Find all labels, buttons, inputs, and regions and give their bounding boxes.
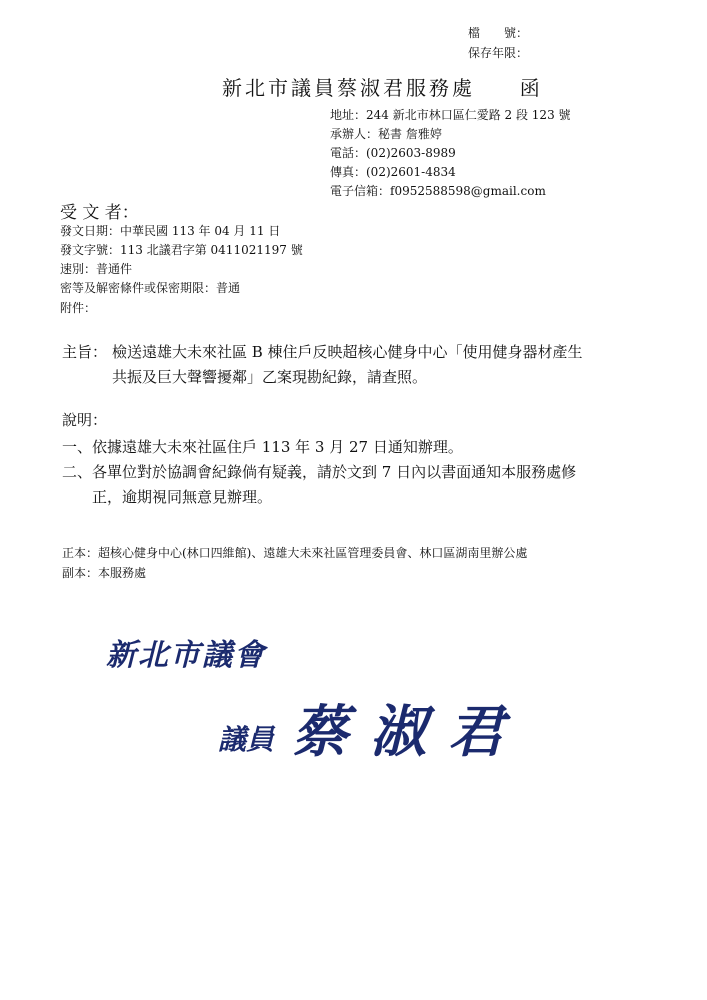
contact-block bbox=[330, 106, 571, 201]
issuing-office: 新北市議員蔡淑君服務處 bbox=[222, 76, 475, 100]
retention-period-label: 保存年限： bbox=[468, 46, 529, 60]
file-number-label: 檔 號： bbox=[468, 26, 529, 40]
email: 電子信箱：f0952588598@gmail.com bbox=[330, 184, 546, 198]
handler: 承辦人：秘書 詹雅婷 bbox=[330, 127, 442, 141]
recipient-label: 受 文 者： bbox=[60, 203, 139, 223]
explanation-item-2-line-2: 正，逾期視同無意見辦理。 bbox=[92, 488, 273, 506]
seal-council-name: 新北市議會 bbox=[106, 638, 266, 673]
subject-label: 主旨： bbox=[62, 343, 108, 361]
subject-line-2: 共振及巨大聲響擾鄰」乙案現勘紀錄，請查照。 bbox=[112, 368, 428, 386]
address: 地址：244 新北市林口區仁愛路 2 段 123 號 bbox=[330, 108, 571, 122]
issue-number: 發文字號：113 北議君字第 0411021197 號 bbox=[60, 243, 303, 257]
security-level: 密等及解密條件或保密期限：普通 bbox=[60, 281, 241, 295]
fax: 傳真：(02)2601-4834 bbox=[330, 165, 456, 179]
explanation-item-1: 一、依據遠雄大未來社區住戶 113 年 3 月 27 日通知辦理。 bbox=[62, 438, 463, 456]
document-type: 函 bbox=[519, 76, 543, 100]
main-recipients: 正本：超核心健身中心(林口四維館)、遠雄大未來社區管理委員會、林口區湖南里辦公處 bbox=[62, 546, 528, 560]
seal-councilor-name: 蔡淑君 bbox=[292, 700, 526, 765]
delivery-speed: 速別：普通件 bbox=[60, 262, 133, 276]
issue-date: 發文日期：中華民國 113 年 04 月 11 日 bbox=[60, 224, 281, 238]
phone: 電話：(02)2603-8989 bbox=[330, 146, 456, 160]
attachment-label: 附件： bbox=[60, 301, 97, 315]
explanation-label: 說明： bbox=[62, 411, 108, 429]
document-title bbox=[222, 72, 543, 101]
explanation-item-2-line-1: 二、各單位對於協調會紀錄倘有疑義，請於文到 7 日內以書面通知本服務處修 bbox=[62, 463, 577, 481]
seal-councilor-title: 議員 bbox=[218, 723, 275, 756]
copy-recipients: 副本：本服務處 bbox=[62, 566, 147, 580]
subject-line-1: 檢送遠雄大未來社區 B 棟住戶反映超核心健身中心「使用健身器材產生 bbox=[112, 343, 583, 361]
